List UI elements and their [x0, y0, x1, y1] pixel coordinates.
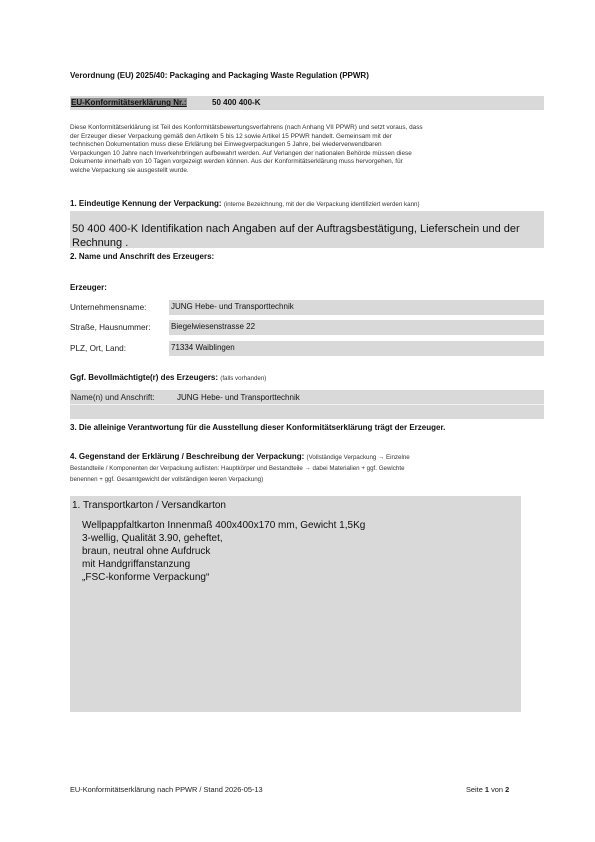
company-field[interactable]: JUNG Hebe- und Transporttechnik: [169, 300, 544, 315]
section1-note: (interne Bezeichnung, mit der die Verpackung identifiziert werden kann): [223, 201, 420, 208]
page-number: [466, 785, 509, 794]
street-field[interactable]: Biegelwiesenstrasse 22: [169, 320, 544, 335]
item-line: braun, neutral ohne Aufdruck: [82, 546, 211, 557]
item-line: Wellpappfaltkarton Innenmaß 400x400x170 mm, Gewicht 1,5Kg: [82, 520, 366, 531]
intro-line: Dokumente innerhalb von 10 Tagen vorgezeigt werden können. Aus der Konformitätserklärung muss hervorgehen, für: [70, 158, 403, 166]
intro-line: der Erzeuger dieser Verpackung gemäß den Artikeln 5 bis 12 sowie Artikel 15 PPWR handelt. Gemeinsam mit der: [70, 132, 392, 140]
footer-text: EU-Konformitätserklärung nach PPWR / Stand 2026-05-13: [70, 785, 263, 794]
section1-value-line2: Rechnung .: [72, 237, 129, 249]
rep-box-divider: [70, 404, 544, 405]
producer-label: Erzeuger:: [70, 283, 107, 292]
page-mid: von: [491, 785, 504, 794]
intro-line: welche Verpackung sie ausgestellt wurde.: [70, 166, 189, 174]
section1-value-line1: 50 400 400-K Identifikation nach Angaben auf der Auftragsbestätigung, Lieferschein und der: [72, 223, 520, 235]
street-label: Straße, Hausnummer:: [70, 323, 151, 332]
page-total: 2: [505, 785, 510, 794]
city-field[interactable]: 71334 Waiblingen: [169, 341, 544, 356]
intro-paragraph: [70, 124, 550, 176]
section3-heading: 3. Die alleinige Verantwortung für die Ausstellung dieser Konformitätserklärung trägt der Erzeuger.: [70, 423, 446, 432]
document-title: Verordnung (EU) 2025/40: Packaging and Packaging Waste Regulation (PPWR): [70, 71, 369, 80]
section4-note1: (Vollständige Verpackung → Einzelne: [306, 454, 410, 461]
section1-heading: 1. Eindeutige Kennung der Verpackung:: [70, 199, 222, 208]
item-line: mit Handgriffanstanzung: [82, 559, 191, 570]
section2-heading: 2. Name und Anschrift des Erzeugers:: [70, 252, 215, 261]
page-current: 1: [484, 785, 490, 794]
item-description: [82, 519, 365, 584]
section4-note3: benennen + ggf. Gesamtgewicht der vollständigen leeren Verpackung): [70, 476, 264, 483]
city-label: PLZ, Ort, Land:: [70, 344, 126, 353]
item-title: 1. Transportkarton / Versandkarton: [72, 500, 226, 511]
rep-note: (falls vorhanden): [220, 375, 267, 382]
rep-label: Name(n) und Anschrift:: [71, 393, 155, 402]
page-prefix: Seite: [466, 785, 483, 794]
section4-heading-row: [70, 452, 410, 461]
intro-line: technischen Dokumentation muss diese Erklärung bei Einwegverpackungen 5 Jahre, bei wiederverwendbaren: [70, 141, 382, 149]
intro-line: Verpackungen 10 Jahre nach Inverkehrbringen aufbewahrt werden. Auf Verlangen der nationalen Behörde müssen diese: [70, 149, 412, 157]
rep-heading-row: [70, 373, 266, 382]
section4-note2: Bestandteile / Komponenten der Verpackung auflisten: Hauptkörper und Bestandteile → dabei Materialien + ggf. Gewichte: [70, 465, 405, 472]
declaration-prefix: EU-Konformitätserklärung Nr.:: [71, 98, 187, 107]
intro-line: Diese Konformitätserklärung ist Teil des Konformitätsbewertungsverfahrens (nach Anhang VII PPWR) und setzt voraus, dass: [70, 124, 423, 131]
item-line: „FSC-konforme Verpackung“: [82, 572, 210, 583]
company-label: Unternehmensname:: [70, 303, 147, 312]
rep-field[interactable]: JUNG Hebe- und Transporttechnik: [177, 393, 300, 402]
declaration-number: 50 400 400-K: [212, 98, 261, 107]
section4-heading: 4. Gegenstand der Erklärung / Beschreibung der Verpackung:: [70, 452, 305, 461]
item-line: 3-wellig, Qualität 3.90, geheftet,: [82, 533, 223, 544]
rep-heading: Ggf. Bevollmächtigte(r) des Erzeugers:: [70, 373, 219, 382]
section1-heading-row: [70, 199, 420, 208]
